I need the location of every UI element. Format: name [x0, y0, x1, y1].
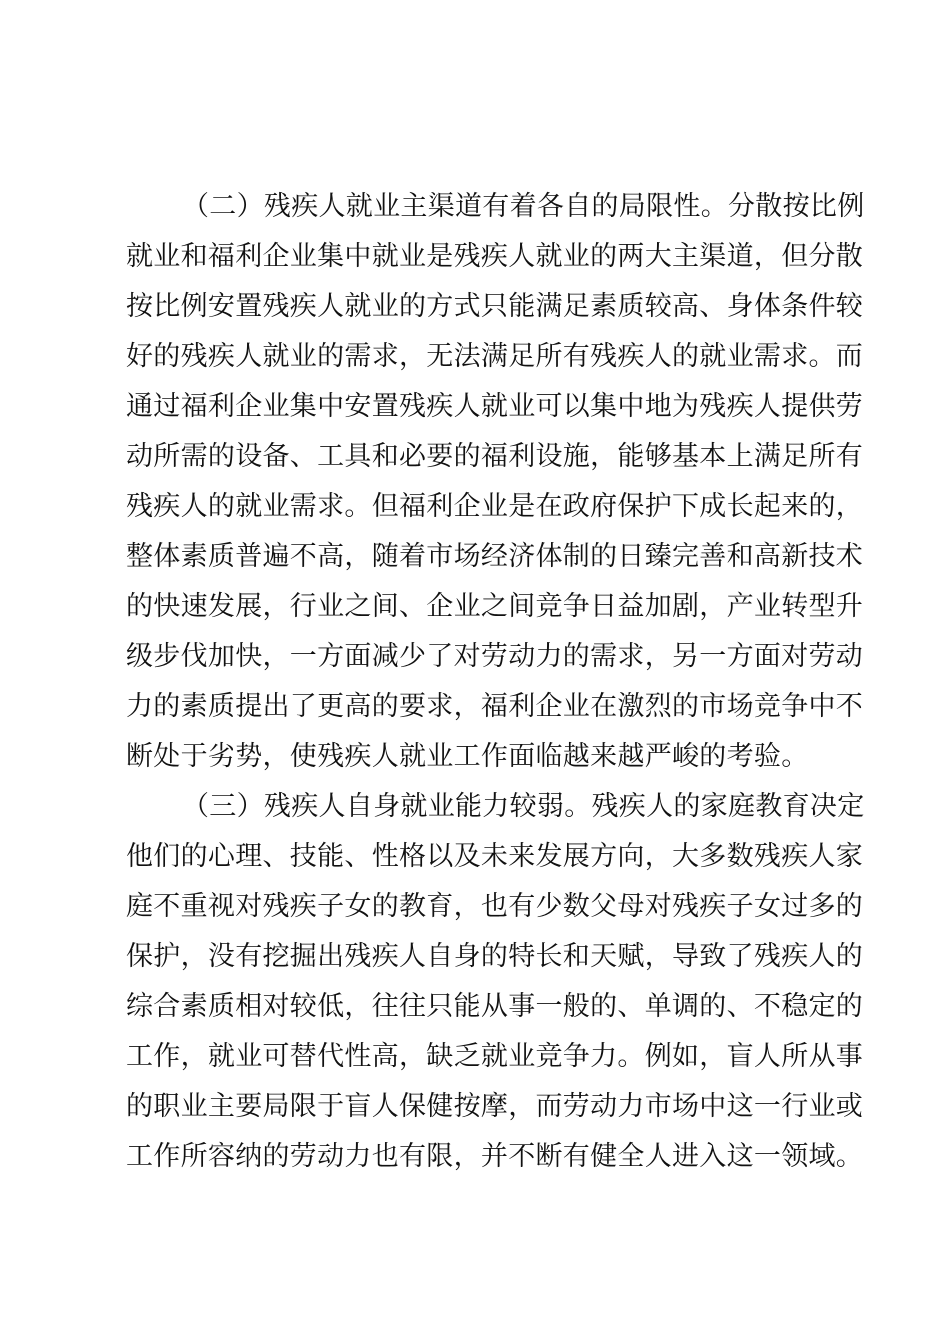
- paragraph-line: 综合素质相对较低，往往只能从事一般的、单调的、不稳定的: [126, 991, 864, 1022]
- paragraph-line: 级步伐加快，一方面减少了对劳动力的需求，另一方面对劳动: [126, 641, 864, 672]
- paragraph-line: 庭不重视对残疾子女的教育，也有少数父母对残疾子女过多的: [126, 891, 864, 922]
- paragraph-line: 就业和福利企业集中就业是残疾人就业的两大主渠道，但分散: [126, 241, 864, 272]
- paragraph-line: 整体素质普遍不高，随着市场经济体制的日臻完善和高新技术: [126, 541, 864, 572]
- paragraph-line: 好的残疾人就业的需求，无法满足所有残疾人的就业需求。而: [126, 341, 864, 372]
- paragraph-line: 力的素质提出了更高的要求，福利企业在激烈的市场竞争中不: [126, 691, 864, 722]
- paragraph-line: 工作所容纳的劳动力也有限，并不断有健全人进入这一领域。: [126, 1141, 864, 1172]
- paragraph-line: （三）残疾人自身就业能力较弱。残疾人的家庭教育决定: [182, 791, 865, 822]
- document-body: [126, 182, 865, 1182]
- paragraph-line: 按比例安置残疾人就业的方式只能满足素质较高、身体条件较: [126, 291, 864, 322]
- paragraph-line: 的职业主要局限于盲人保健按摩，而劳动力市场中这一行业或: [126, 1091, 864, 1122]
- paragraph-line: 残疾人的就业需求。但福利企业是在政府保护下成长起来的，: [126, 491, 864, 522]
- paragraph-line: 断处于劣势，使残疾人就业工作面临越来越严峻的考验。: [126, 741, 809, 772]
- paragraph-line: 通过福利企业集中安置残疾人就业可以集中地为残疾人提供劳: [126, 391, 864, 422]
- paragraph-line: 保护，没有挖掘出残疾人自身的特长和天赋，导致了残疾人的: [126, 941, 864, 972]
- paragraph-line: 的快速发展，行业之间、企业之间竞争日益加剧，产业转型升: [126, 591, 864, 622]
- paragraph-2: [126, 182, 865, 782]
- paragraph-line: 工作，就业可替代性高，缺乏就业竞争力。例如，盲人所从事: [126, 1041, 864, 1072]
- paragraph-3: [126, 782, 865, 1182]
- paragraph-line: 他们的心理、技能、性格以及未来发展方向，大多数残疾人家: [126, 841, 864, 872]
- paragraph-line: 动所需的设备、工具和必要的福利设施，能够基本上满足所有: [126, 441, 864, 472]
- paragraph-line: （二）残疾人就业主渠道有着各自的局限性。分散按比例: [182, 191, 865, 222]
